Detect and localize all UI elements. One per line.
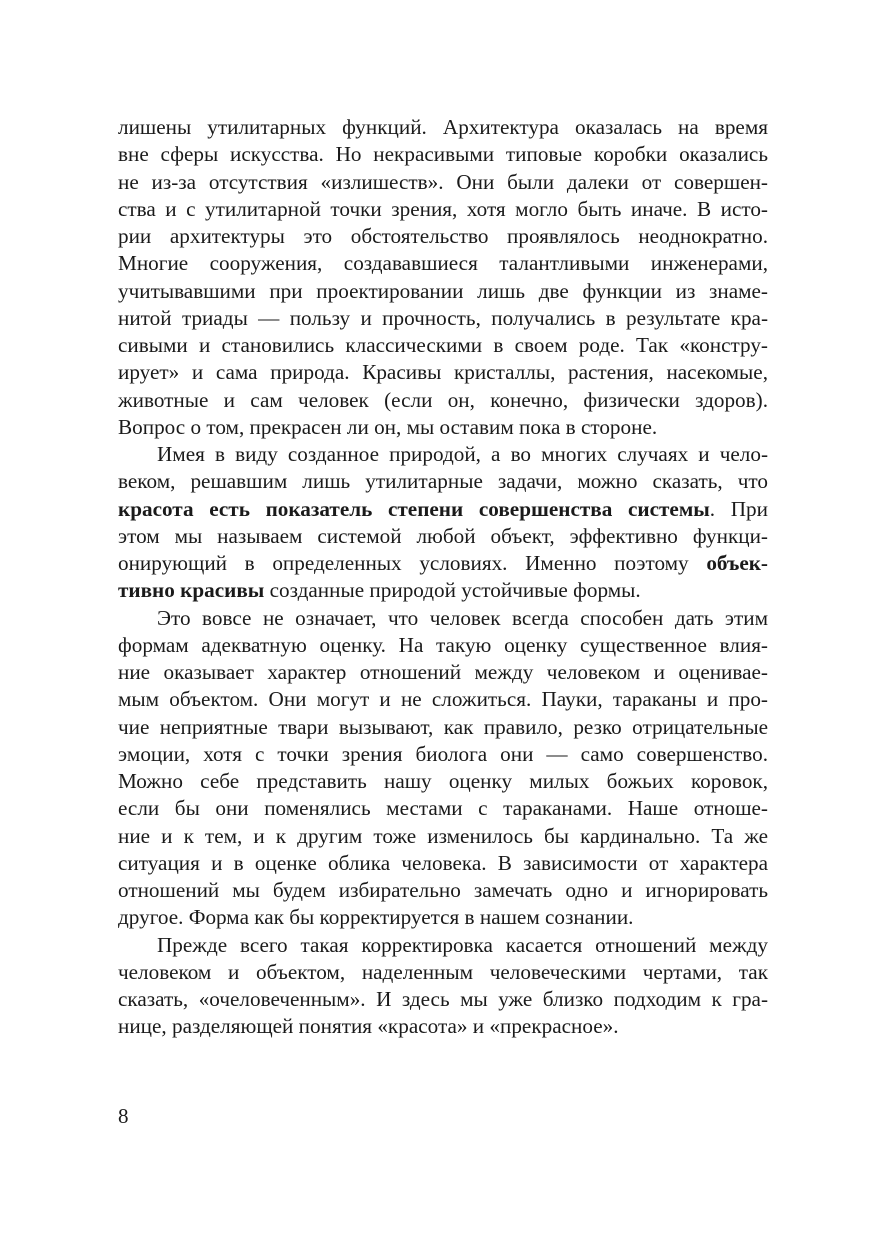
- text-line: ства и с утилитарной точки зрения, хотя могло быть иначе. В исто-: [118, 196, 768, 221]
- text-line: веком, решавшим лишь утилитарные задачи, можно сказать, что: [118, 469, 768, 494]
- text-line: этом мы называем системой любой объект, эффективно функци-: [118, 523, 768, 548]
- text-line: ситуация и в оценке облика человека. В зависимости от характера: [118, 850, 768, 875]
- text-line: [118, 577, 768, 604]
- text-line: животные и сам человек (если он, конечно, физически здоров).: [118, 387, 768, 412]
- paragraph-3: [118, 605, 768, 932]
- text-line: сивыми и становились классическими в своем роде. Так «констру-: [118, 333, 768, 357]
- text-line: лишены утилитарных функций. Архитектура оказалась на время: [118, 115, 768, 139]
- text-line: сказать, «очеловеченным». И здесь мы уже близко подходим к гра-: [118, 987, 768, 1011]
- paragraph-4: [118, 932, 768, 1041]
- text-line: Имея в виду созданное природой, а во многих случаях и чело-: [157, 442, 768, 466]
- text-line: формам адекватную оценку. На такую оценку существенное влия-: [118, 632, 768, 657]
- bold-phrase: красота есть показатель степени совершенства системы: [118, 496, 710, 521]
- text-line: учитывавшими при проектировании лишь две функции из знаме-: [118, 278, 768, 303]
- text-line: чие неприятные твари вызывают, как правило, резко отрицательные: [118, 714, 768, 739]
- text-line: человеком и объектом, наделенным человеческими чертами, так: [118, 959, 768, 984]
- text-line: рии архитектуры это обстоятельство проявлялось неоднократно.: [118, 224, 768, 248]
- page-body: [118, 114, 768, 1041]
- text-line: эмоции, хотя с точки зрения биолога они — само совершенство.: [118, 741, 768, 766]
- paragraph-2: [118, 441, 768, 605]
- text-line: Многие сооружения, создававшиеся талантливыми инженерами,: [118, 251, 768, 276]
- text-line: [118, 496, 768, 523]
- text-line: отношений мы будем избирательно замечать одно и игнорировать: [118, 878, 768, 902]
- text-line: мым объектом. Они могут и не сложиться. Пауки, тараканы и про-: [118, 687, 768, 712]
- text-line: Прежде всего такая корректировка касается отношений между: [157, 932, 768, 957]
- paragraph-1: [118, 114, 768, 441]
- text-line: нице, разделяющей понятия «красота» и «прекрасное».: [118, 1014, 619, 1039]
- text-line: Можно себе представить нашу оценку милых божьих коровок,: [118, 769, 768, 793]
- text-line: Вопрос о том, прекрасен ли он, мы оставим пока в стороне.: [118, 414, 658, 439]
- page-number: 8: [118, 1104, 129, 1128]
- text-line: вне сферы искусства. Но некрасивыми типовые коробки оказались: [118, 142, 768, 167]
- text-line: [118, 550, 768, 577]
- bold-phrase: объек-: [706, 551, 768, 575]
- text-fragment: онирующий в определенных условиях. Именно поэтому: [118, 551, 707, 575]
- text-line: не из-за отсутствия «излишеств». Они были далеки от совершен-: [118, 169, 768, 194]
- text-line: ние и к тем, и к другим тоже изменилось бы кардинально. Та же: [118, 823, 768, 848]
- text-fragment: созданные природой устойчивые формы.: [264, 578, 641, 603]
- text-line: ирует» и сама природа. Красивы кристаллы, растения, насекомые,: [118, 360, 768, 385]
- text-line: другое. Форма как бы корректируется в нашем сознании.: [118, 905, 634, 930]
- text-line: ние оказывает характер отношений между человеком и оценивае-: [118, 660, 768, 684]
- text-line: Это вовсе не означает, что человек всегда способен дать этим: [157, 605, 768, 630]
- bold-phrase: тивно красивы: [118, 578, 265, 603]
- text-fragment: . При: [709, 496, 768, 521]
- text-line: если бы они поменялись местами с тараканами. Наше отноше-: [118, 796, 768, 821]
- text-line: нитой триады — пользу и прочность, получались в результате кра-: [118, 305, 768, 330]
